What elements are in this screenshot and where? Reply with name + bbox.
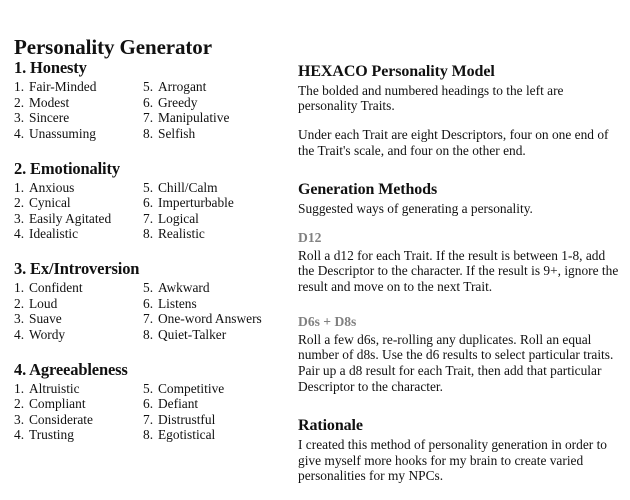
descriptor-number: 2. <box>14 396 25 412</box>
descriptor-item <box>143 427 286 443</box>
descriptor-label: Chill/Calm <box>158 179 218 195</box>
descriptor-item <box>143 95 286 111</box>
descriptor-item <box>143 412 286 428</box>
descriptor-number: 3. <box>14 311 25 327</box>
descriptor-number: 2. <box>14 94 25 110</box>
descriptor-item <box>14 195 143 211</box>
descriptor-item <box>14 226 143 242</box>
descriptor-number: 4. <box>14 125 25 141</box>
descriptor-number: 6. <box>143 396 154 412</box>
descriptor-item <box>14 296 143 312</box>
descriptor-label: Loud <box>29 295 58 311</box>
trait-heading: 4. Agreeableness <box>14 359 128 379</box>
descriptor-number: 6. <box>143 94 154 110</box>
section-heading: Generation Methods <box>298 181 438 199</box>
generation-intro: Suggested ways of generating a personality. <box>298 200 533 216</box>
section-generation-methods <box>298 180 620 394</box>
descriptor-label: Fair-Minded <box>29 79 97 95</box>
descriptor-label: One-word Answers <box>158 311 262 327</box>
descriptor-label: Greedy <box>158 94 198 110</box>
descriptor-number: 3. <box>14 210 25 226</box>
method-d6s-d8s <box>298 314 620 395</box>
method-name: D6s + D8s <box>298 313 357 329</box>
descriptor-item <box>143 327 286 343</box>
method-name: D12 <box>298 229 322 245</box>
descriptor-label: Wordy <box>29 326 66 342</box>
descriptor-number: 8. <box>143 226 154 242</box>
descriptor-label: Awkward <box>158 280 210 296</box>
spacer <box>298 158 620 180</box>
descriptor-number: 8. <box>143 427 154 443</box>
descriptor-item <box>14 95 143 111</box>
descriptor-label: Cynical <box>29 195 71 211</box>
descriptor-label: Defiant <box>158 396 199 412</box>
descriptor-label: Trusting <box>29 427 74 443</box>
descriptor-item <box>14 79 143 95</box>
descriptor-label: Distrustful <box>158 411 216 427</box>
descriptor-item <box>143 110 286 126</box>
descriptor-number: 8. <box>143 125 154 141</box>
descriptor-grid <box>14 280 286 342</box>
spacer <box>298 114 620 127</box>
descriptor-label: Confident <box>29 280 83 296</box>
trait-block-ex-introversion <box>14 259 286 343</box>
descriptor-label: Egotistical <box>158 427 216 443</box>
descriptor-number: 4. <box>14 427 25 443</box>
method-d12 <box>298 230 620 295</box>
spacer <box>298 217 620 230</box>
descriptor-number: 3. <box>14 411 25 427</box>
section-heading: Rationale <box>298 417 363 435</box>
descriptor-item <box>143 195 286 211</box>
hexaco-paragraph-2: Under each Trait are eight Descriptors, four on one end of the Trait's scale, and four on the other end. <box>298 126 609 158</box>
descriptor-item <box>143 381 286 397</box>
descriptor-number: 5. <box>143 380 154 396</box>
descriptor-label: Easily Agitated <box>29 210 112 226</box>
descriptor-number: 4. <box>14 326 25 342</box>
descriptor-label: Selfish <box>158 125 196 141</box>
descriptor-item <box>14 396 143 412</box>
descriptor-label: Compliant <box>29 396 86 412</box>
hexaco-paragraph-1: The bolded and numbered headings to the left are personality Traits. <box>298 82 564 114</box>
descriptor-number: 3. <box>14 110 25 126</box>
descriptor-item <box>14 327 143 343</box>
descriptor-number: 1. <box>14 79 25 95</box>
descriptor-grid <box>14 180 286 242</box>
descriptor-number: 5. <box>143 179 154 195</box>
trait-heading: 3. Ex/Introversion <box>14 259 140 278</box>
descriptor-label: Suave <box>29 311 62 327</box>
descriptor-item <box>143 296 286 312</box>
descriptor-label: Altruistic <box>29 380 80 396</box>
trait-heading: 2. Emotionality <box>14 158 120 178</box>
descriptor-number: 1. <box>14 380 25 396</box>
descriptor-number: 7. <box>143 210 154 226</box>
descriptor-item <box>14 381 143 397</box>
explanation-column <box>298 62 620 484</box>
descriptor-label: Anxious <box>29 179 75 195</box>
descriptor-item <box>143 311 286 327</box>
descriptor-number: 6. <box>143 195 154 211</box>
descriptor-number: 1. <box>14 179 25 195</box>
traits-column <box>14 58 286 443</box>
trait-block-emotionality <box>14 159 286 243</box>
descriptor-label: Idealistic <box>29 226 79 242</box>
descriptor-item <box>143 280 286 296</box>
descriptor-label: Imperturbable <box>158 195 234 211</box>
descriptor-number: 5. <box>143 79 154 95</box>
descriptor-item <box>14 427 143 443</box>
section-hexaco <box>298 62 620 158</box>
spacer <box>298 394 620 416</box>
descriptor-item <box>14 211 143 227</box>
descriptor-number: 5. <box>143 280 154 296</box>
descriptor-number: 7. <box>143 311 154 327</box>
trait-heading: 1. Honesty <box>14 58 87 77</box>
descriptor-grid <box>14 79 286 141</box>
descriptor-item <box>14 180 143 196</box>
method-text: Roll a few d6s, re-rolling any duplicates. Roll an equal number of d8s. Use the d6 results to select particular traits. Pair up a d8 result for each Trait, then add that particular Descriptor to the character. <box>298 331 614 394</box>
descriptor-number: 2. <box>14 295 25 311</box>
trait-block-agreeableness <box>14 360 286 444</box>
descriptor-label: Arrogant <box>158 79 207 95</box>
descriptor-item <box>14 280 143 296</box>
descriptor-number: 4. <box>14 226 25 242</box>
descriptor-item <box>143 79 286 95</box>
descriptor-label: Logical <box>158 210 199 226</box>
spacer <box>298 295 620 314</box>
descriptor-item <box>14 311 143 327</box>
descriptor-grid <box>14 381 286 443</box>
descriptor-label: Realistic <box>158 226 205 242</box>
descriptor-item <box>14 412 143 428</box>
descriptor-label: Listens <box>158 295 197 311</box>
descriptor-label: Competitive <box>158 380 225 396</box>
descriptor-item <box>143 211 286 227</box>
descriptor-number: 7. <box>143 411 154 427</box>
section-rationale <box>298 416 620 484</box>
descriptor-label: Manipulative <box>158 110 230 126</box>
rationale-text: I created this method of personality generation in order to give myself more hooks for my brain to create varied personalities for my NPCs. <box>298 436 607 484</box>
descriptor-item <box>143 126 286 142</box>
method-text: Roll a d12 for each Trait. If the result is between 1-8, add the Descriptor to the character. If the result is 9+, ignore the result and move on to the next Trait. <box>298 247 619 294</box>
trait-block-honesty <box>14 58 286 142</box>
descriptor-item <box>143 396 286 412</box>
descriptor-number: 7. <box>143 110 154 126</box>
descriptor-number: 6. <box>143 295 154 311</box>
descriptor-item <box>14 126 143 142</box>
descriptor-number: 1. <box>14 280 25 296</box>
descriptor-item <box>143 180 286 196</box>
descriptor-number: 2. <box>14 195 25 211</box>
descriptor-label: Sincere <box>29 110 70 126</box>
page-title: Personality Generator <box>14 35 212 60</box>
descriptor-item <box>14 110 143 126</box>
descriptor-number: 8. <box>143 326 154 342</box>
descriptor-label: Considerate <box>29 411 93 427</box>
descriptor-label: Quiet-Talker <box>158 326 227 342</box>
descriptor-label: Unassuming <box>29 125 96 141</box>
descriptor-label: Modest <box>29 94 70 110</box>
section-heading: HEXACO Personality Model <box>298 63 495 80</box>
descriptor-item <box>143 226 286 242</box>
